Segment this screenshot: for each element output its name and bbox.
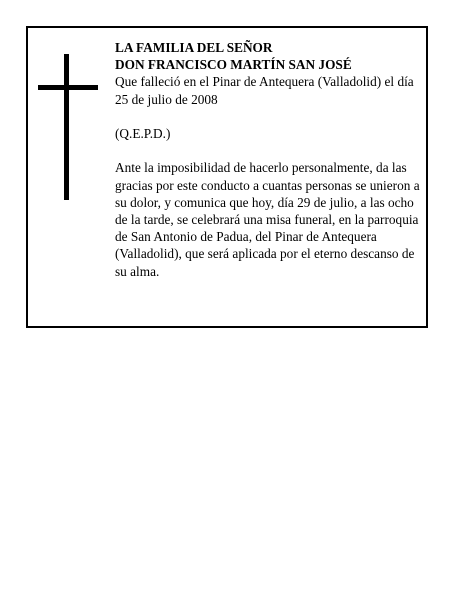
cross-upright bbox=[64, 54, 69, 200]
rip-abbreviation: (Q.E.P.D.) bbox=[115, 126, 171, 141]
notice-heading-line-1: LA FAMILIA DEL SEÑOR bbox=[115, 40, 273, 55]
notice-heading-line-2: DON FRANCISCO MARTÍN SAN JOSÉ bbox=[115, 57, 352, 73]
funeral-message: Ante la imposibilidad de hacerlo personalmente, da las gracias por este conducto a cuantas personas se unieron a su dolor, y comunica que hoy, día 29 de julio, a las ocho de la tarde, se celebrará una misa funeral, en la parroquia de San Antonio de Padua, del Pinar de Antequera (Valladolid), que será aplicada por el eterno descanso de su alma. bbox=[115, 160, 420, 279]
obituary-notice bbox=[26, 26, 428, 328]
death-statement: Que falleció en el Pinar de Antequera (Valladolid) el día 25 de julio de 2008 bbox=[115, 74, 414, 107]
notice-text bbox=[115, 39, 423, 280]
cross-icon bbox=[38, 54, 98, 200]
cross-beam bbox=[38, 85, 98, 90]
